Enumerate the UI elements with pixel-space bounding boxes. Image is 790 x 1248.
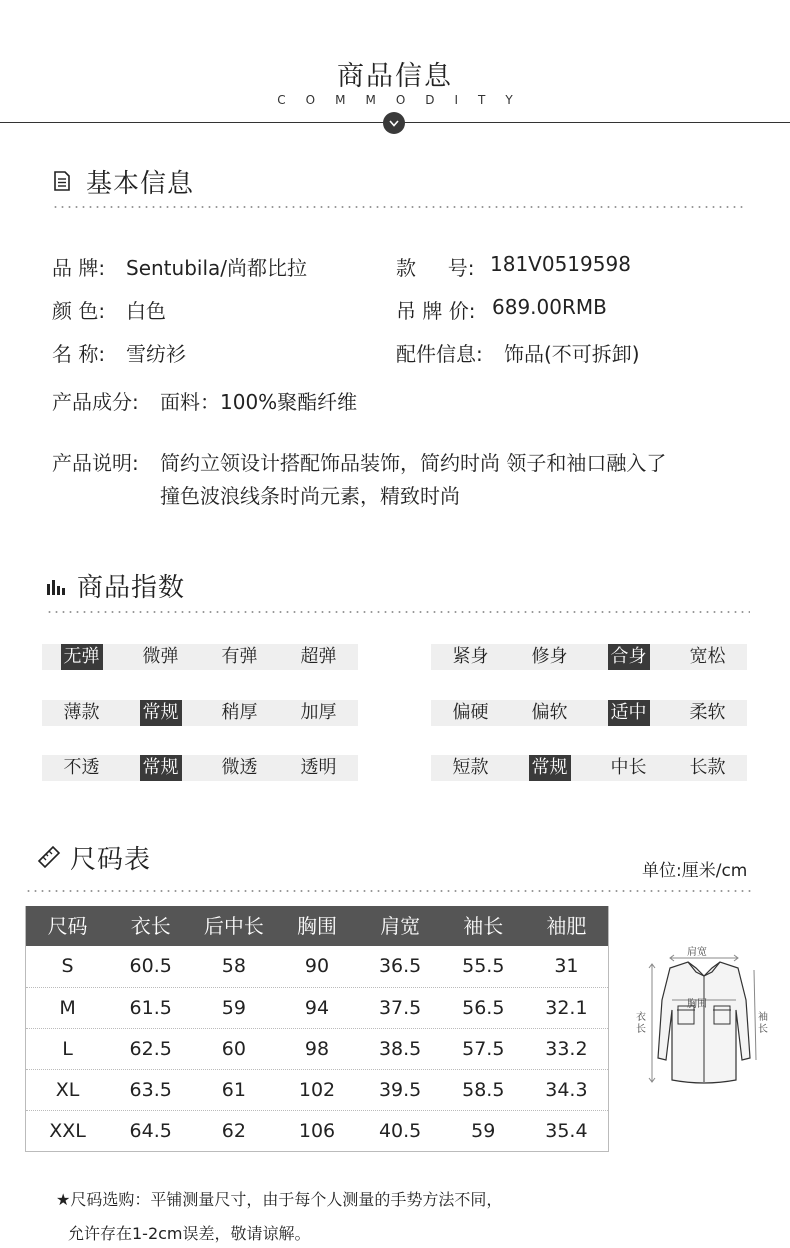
table-cell: 62.5 — [129, 1038, 172, 1060]
index-cell — [431, 700, 510, 726]
index-cell — [121, 755, 200, 781]
index-option: 薄款 — [63, 702, 100, 723]
accessory-label: 配件信息: — [396, 342, 483, 366]
index-option: 不透 — [63, 757, 100, 778]
name-value: 雪纺衫 — [126, 342, 186, 366]
index-cell — [589, 644, 668, 670]
index-option: 柔软 — [689, 702, 726, 723]
index-cell — [510, 755, 589, 781]
table-cell: 59 — [471, 1120, 496, 1142]
index-option: 透明 — [300, 757, 337, 778]
index-option-selected: 常规 — [140, 755, 182, 781]
index-cell — [510, 700, 589, 726]
index-option-selected: 常规 — [140, 700, 182, 726]
table-cell: 62 — [221, 1120, 246, 1142]
shirt-diagram — [630, 940, 780, 1100]
table-cell: S — [61, 955, 74, 977]
size-table-header-cell: 尺码 — [47, 914, 88, 938]
table-cell: 61 — [221, 1079, 246, 1101]
size-table-header-cell: 胸围 — [296, 914, 337, 938]
table-cell: 57.5 — [462, 1038, 505, 1060]
index-cell — [279, 700, 358, 726]
size-table-header-cell: 肩宽 — [380, 914, 421, 938]
index-cell — [200, 755, 279, 781]
index-option: 有弹 — [221, 646, 258, 667]
page-title: 商品信息 — [337, 61, 453, 92]
brand-label: 品 牌: — [52, 256, 106, 280]
table-cell: 56.5 — [462, 997, 505, 1019]
index-option: 紧身 — [452, 646, 489, 667]
index-cell — [431, 644, 510, 670]
table-row — [26, 946, 608, 987]
index-option: 加厚 — [300, 702, 337, 723]
table-row — [26, 1028, 608, 1069]
table-cell: 60 — [221, 1038, 246, 1060]
table-cell: 39.5 — [378, 1079, 422, 1101]
index-row-left — [42, 700, 358, 726]
size-table-header-cell: 袖肥 — [546, 914, 587, 938]
table-cell: 61.5 — [129, 997, 172, 1019]
index-title: 商品指数 — [77, 573, 186, 603]
index-cell — [121, 700, 200, 726]
table-cell: 98 — [304, 1038, 330, 1060]
description-label: 产品说明: — [52, 451, 139, 475]
size-table-header — [26, 906, 608, 946]
brand-value: Sentubila/尚都比拉 — [126, 256, 307, 280]
composition-value: 面料：100%聚酯纤维 — [160, 390, 358, 414]
index-cell — [121, 644, 200, 670]
table-cell: 31 — [554, 955, 579, 977]
table-cell: XL — [55, 1079, 80, 1101]
table-cell: 106 — [298, 1120, 336, 1142]
table-cell: 59 — [221, 997, 246, 1019]
table-cell: L — [62, 1038, 73, 1060]
page-subtitle: COMMODITY — [277, 93, 533, 107]
index-cell — [510, 644, 589, 670]
size-table-header-cell: 衣长 — [130, 914, 171, 938]
index-option: 稍厚 — [221, 702, 258, 723]
table-cell: 33.2 — [545, 1038, 588, 1060]
table-cell: 34.3 — [545, 1079, 588, 1101]
accessory-value: 饰品(不可拆卸) — [504, 342, 640, 366]
document-icon — [52, 170, 72, 192]
index-cell — [42, 700, 121, 726]
index-option: 短款 — [452, 757, 489, 778]
table-cell: 37.5 — [378, 997, 422, 1019]
description-line-1: 简约立领设计搭配饰品装饰，简约时尚 领子和袖口融入了 — [160, 451, 667, 475]
diagram-length-label: 衣长 — [636, 1012, 646, 1035]
index-option: 偏硬 — [452, 702, 489, 723]
style-label: 款 号: — [396, 256, 475, 280]
diagram-sleeve-label: 袖长 — [758, 1012, 768, 1035]
size-table — [25, 906, 609, 1152]
table-cell: 64.5 — [129, 1120, 172, 1142]
index-cell — [668, 644, 747, 670]
table-cell: 32.1 — [545, 997, 588, 1019]
table-cell: 40.5 — [378, 1120, 422, 1142]
table-cell: 94 — [304, 997, 330, 1019]
size-title: 尺码表 — [70, 845, 152, 875]
index-option: 微透 — [221, 757, 258, 778]
index-option-selected: 无弹 — [61, 644, 103, 670]
unit-label: 单位:厘米/cm — [642, 861, 748, 881]
table-row — [26, 1110, 608, 1151]
note-line-1: ★尺码选购：平铺测量尺寸，由于每个人测量的手势方法不同， — [56, 1190, 503, 1209]
price-value: 689.00RMB — [492, 295, 607, 319]
index-row-right — [431, 755, 747, 781]
diagram-shoulder-label: 肩宽 — [687, 947, 707, 958]
index-option: 微弹 — [142, 646, 179, 667]
index-cell — [589, 755, 668, 781]
index-option: 偏软 — [531, 702, 568, 723]
index-option: 修身 — [531, 646, 568, 667]
index-cell — [279, 755, 358, 781]
size-table-header-cell: 后中长 — [203, 914, 264, 938]
index-row-right — [431, 700, 747, 726]
index-cell — [200, 700, 279, 726]
note-line-2: 允许存在1-2cm误差，敬请谅解。 — [68, 1224, 311, 1243]
basic-info-title: 基本信息 — [86, 169, 195, 199]
table-row — [26, 1069, 608, 1110]
bar-chart-icon — [46, 576, 66, 596]
index-row-right — [431, 644, 747, 670]
table-cell: 38.5 — [378, 1038, 422, 1060]
index-row-left — [42, 644, 358, 670]
table-cell: XXL — [49, 1120, 86, 1142]
index-cell — [431, 755, 510, 781]
index-option: 宽松 — [689, 646, 726, 667]
index-cell — [279, 644, 358, 670]
table-cell: 63.5 — [129, 1079, 172, 1101]
index-option: 超弹 — [300, 646, 337, 667]
index-option-selected: 合身 — [608, 644, 650, 670]
price-label: 吊 牌 价: — [396, 299, 476, 323]
index-row-left — [42, 755, 358, 781]
composition-label: 产品成分: — [52, 390, 139, 414]
style-value: 181V0519598 — [490, 252, 631, 276]
index-option: 中长 — [610, 757, 647, 778]
index-option: 长款 — [689, 757, 726, 778]
table-cell: 58 — [221, 955, 246, 977]
index-option-selected: 常规 — [529, 755, 571, 781]
table-cell: 55.5 — [462, 955, 505, 977]
description-line-2: 撞色波浪线条时尚元素，精致时尚 — [160, 484, 460, 508]
dotted-divider — [46, 611, 750, 613]
size-table-header-cell: 袖长 — [463, 914, 504, 938]
index-cell — [42, 755, 121, 781]
table-cell: 36.5 — [378, 955, 422, 977]
dotted-divider — [52, 206, 744, 208]
name-label: 名 称: — [52, 342, 106, 366]
index-cell — [42, 644, 121, 670]
index-cell — [668, 700, 747, 726]
diagram-chest-label: 胸围 — [687, 999, 707, 1010]
table-cell: 58.5 — [462, 1079, 505, 1101]
table-cell: 60.5 — [129, 955, 172, 977]
table-cell: 102 — [298, 1079, 336, 1101]
table-row — [26, 987, 608, 1028]
table-cell: M — [59, 997, 76, 1019]
ruler-icon — [36, 844, 62, 870]
color-value: 白色 — [126, 299, 166, 323]
table-cell: 35.4 — [545, 1120, 588, 1142]
color-label: 颜 色: — [52, 299, 106, 323]
index-option-selected: 适中 — [608, 700, 650, 726]
dotted-divider — [25, 890, 755, 892]
index-cell — [589, 700, 668, 726]
chevron-down-icon — [383, 112, 405, 134]
table-cell: 90 — [304, 955, 330, 977]
index-cell — [668, 755, 747, 781]
index-cell — [200, 644, 279, 670]
